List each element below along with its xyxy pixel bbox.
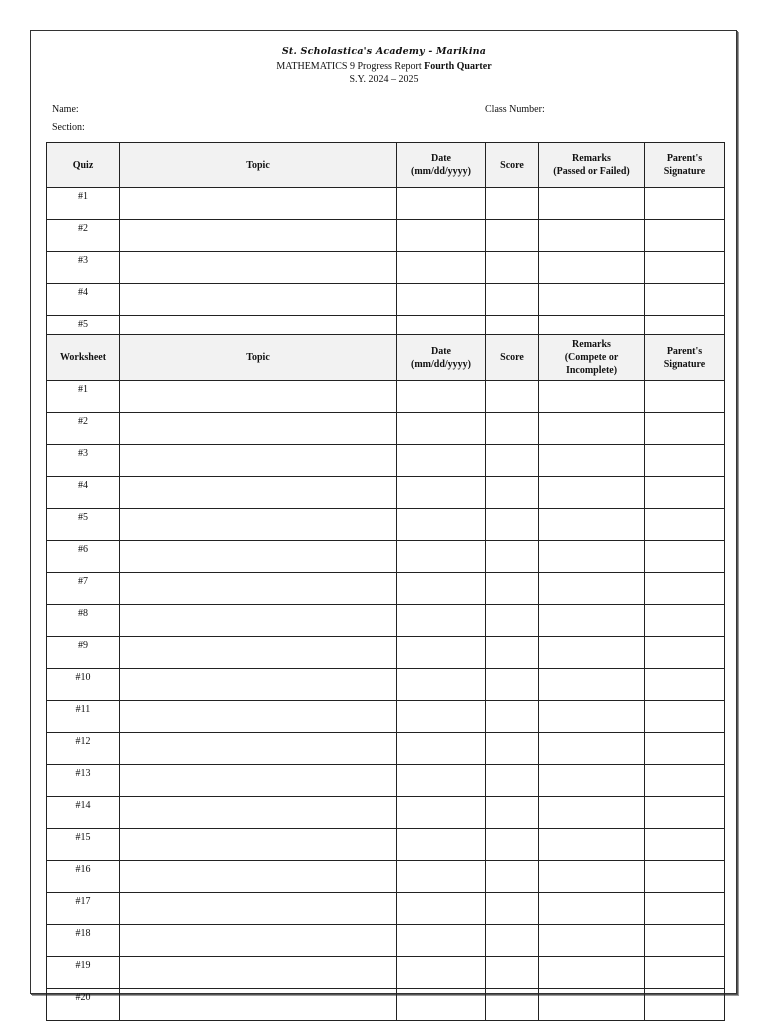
- worksheet-topic-cell[interactable]: [120, 701, 397, 733]
- worksheet-row-number: #17: [47, 893, 120, 925]
- worksheet-date-cell[interactable]: [397, 861, 486, 893]
- quiz-col-header: Quiz: [47, 143, 120, 188]
- worksheet-row-number: #7: [47, 573, 120, 605]
- worksheet-remarks-cell[interactable]: [539, 829, 645, 861]
- worksheet-header-row: [47, 335, 725, 381]
- worksheet-row-number: #12: [47, 733, 120, 765]
- worksheet-row: [47, 445, 725, 477]
- worksheet-row-number: #3: [47, 445, 120, 477]
- section-label: Section:: [52, 122, 85, 133]
- worksheet-topic-cell[interactable]: [120, 413, 397, 445]
- worksheet-row-number: #15: [47, 829, 120, 861]
- worksheet-date-cell[interactable]: [397, 509, 486, 541]
- worksheet-signature-cell[interactable]: [645, 605, 725, 637]
- worksheet-row: [47, 669, 725, 701]
- worksheet-row-number: #5: [47, 509, 120, 541]
- worksheet-score-cell[interactable]: [486, 445, 539, 477]
- quiz-score-header: Score: [486, 143, 539, 188]
- worksheet-remarks-cell[interactable]: [539, 381, 645, 413]
- quiz-date-cell[interactable]: [397, 252, 486, 284]
- quiz-date-cell[interactable]: [397, 220, 486, 252]
- worksheet-remarks-cell[interactable]: [539, 509, 645, 541]
- quiz-date-cell[interactable]: [397, 284, 486, 316]
- worksheet-remarks-cell[interactable]: [539, 797, 645, 829]
- worksheet-score-cell[interactable]: [486, 989, 539, 1021]
- worksheet-signature-cell[interactable]: [645, 733, 725, 765]
- worksheet-remarks-cell[interactable]: [539, 861, 645, 893]
- worksheet-row: [47, 701, 725, 733]
- worksheet-topic-cell[interactable]: [120, 637, 397, 669]
- name-label: Name:: [52, 104, 79, 115]
- quiz-row: [47, 252, 725, 284]
- worksheet-row: [47, 733, 725, 765]
- worksheet-row: [47, 989, 725, 1021]
- quiz-date-header: [397, 143, 486, 188]
- worksheet-signature-cell[interactable]: [645, 541, 725, 573]
- quiz-score-cell[interactable]: [486, 188, 539, 220]
- worksheet-remarks-header: [539, 335, 645, 381]
- quiz-row: [47, 284, 725, 316]
- worksheet-date-cell[interactable]: [397, 541, 486, 573]
- quiz-topic-cell[interactable]: [120, 284, 397, 316]
- quiz-signature-cell[interactable]: [645, 252, 725, 284]
- worksheet-remarks-cell[interactable]: [539, 669, 645, 701]
- worksheet-row: [47, 637, 725, 669]
- worksheet-row: [47, 381, 725, 413]
- worksheet-remarks-cell[interactable]: [539, 733, 645, 765]
- worksheet-remarks-cell[interactable]: [539, 701, 645, 733]
- worksheet-date-cell[interactable]: [397, 797, 486, 829]
- worksheet-topic-cell[interactable]: [120, 445, 397, 477]
- worksheet-topic-cell[interactable]: [120, 925, 397, 957]
- worksheet-score-cell[interactable]: [486, 701, 539, 733]
- worksheet-score-cell[interactable]: [486, 477, 539, 509]
- worksheet-score-cell[interactable]: [486, 509, 539, 541]
- worksheet-topic-cell[interactable]: [120, 509, 397, 541]
- worksheet-score-cell[interactable]: [486, 957, 539, 989]
- quiz-remarks-header: [539, 143, 645, 188]
- worksheet-score-cell[interactable]: [486, 765, 539, 797]
- worksheet-remarks-cell[interactable]: [539, 541, 645, 573]
- worksheet-row: [47, 957, 725, 989]
- worksheet-rows: [47, 381, 725, 1021]
- worksheet-date-cell[interactable]: [397, 573, 486, 605]
- quiz-remarks-cell[interactable]: [539, 284, 645, 316]
- worksheet-row: [47, 477, 725, 509]
- quiz-header-row: [47, 143, 725, 188]
- school-year: S.Y. 2024 – 2025: [349, 74, 419, 85]
- worksheet-row: [47, 925, 725, 957]
- worksheet-remarks-cell[interactable]: [539, 413, 645, 445]
- worksheet-signature-cell[interactable]: [645, 477, 725, 509]
- worksheet-row: [47, 509, 725, 541]
- quiz-rows: [47, 188, 725, 348]
- worksheet-topic-cell[interactable]: [120, 989, 397, 1021]
- worksheet-row: [47, 797, 725, 829]
- worksheet-signature-cell[interactable]: [645, 701, 725, 733]
- worksheet-score-cell[interactable]: [486, 573, 539, 605]
- worksheet-table: [46, 334, 725, 1021]
- class-number-label: Class Number:: [485, 104, 545, 115]
- worksheet-row-number: #20: [47, 989, 120, 1021]
- quiz-row-number: #1: [47, 188, 120, 220]
- worksheet-date-cell[interactable]: [397, 669, 486, 701]
- worksheet-row: [47, 541, 725, 573]
- worksheet-date-cell[interactable]: [397, 925, 486, 957]
- worksheet-remarks-cell[interactable]: [539, 957, 645, 989]
- worksheet-signature-cell[interactable]: [645, 381, 725, 413]
- worksheet-date-header: [397, 335, 486, 381]
- quiz-signature-cell[interactable]: [645, 220, 725, 252]
- worksheet-row-number: #13: [47, 765, 120, 797]
- worksheet-row: [47, 605, 725, 637]
- worksheet-signature-cell[interactable]: [645, 829, 725, 861]
- worksheet-row-number: #2: [47, 413, 120, 445]
- worksheet-score-header: Score: [486, 335, 539, 381]
- quiz-date-format: (mm/dd/yyyy): [411, 166, 471, 177]
- worksheet-remarks-cell[interactable]: [539, 637, 645, 669]
- worksheet-date-cell[interactable]: [397, 445, 486, 477]
- worksheet-score-cell[interactable]: [486, 893, 539, 925]
- worksheet-signature-cell[interactable]: [645, 797, 725, 829]
- worksheet-score-cell[interactable]: [486, 797, 539, 829]
- worksheet-topic-cell[interactable]: [120, 477, 397, 509]
- quiz-remarks-cell[interactable]: [539, 220, 645, 252]
- worksheet-row-number: #14: [47, 797, 120, 829]
- quiz-row-number: #2: [47, 220, 120, 252]
- worksheet-score-cell[interactable]: [486, 413, 539, 445]
- quiz-date-cell[interactable]: [397, 188, 486, 220]
- worksheet-row-number: #9: [47, 637, 120, 669]
- worksheet-date-cell[interactable]: [397, 989, 486, 1021]
- worksheet-score-cell[interactable]: [486, 669, 539, 701]
- worksheet-remarks-detail: (Compete or Incomplete): [564, 352, 619, 376]
- school-name: St. Scholastica's Academy - Marikina: [281, 46, 487, 57]
- quiz-remarks-cell[interactable]: [539, 252, 645, 284]
- worksheet-date-format: (mm/dd/yyyy): [411, 358, 471, 370]
- worksheet-score-cell[interactable]: [486, 541, 539, 573]
- worksheet-row: [47, 573, 725, 605]
- quiz-table: [46, 142, 725, 348]
- worksheet-date-cell[interactable]: [397, 477, 486, 509]
- worksheet-score-cell[interactable]: [486, 637, 539, 669]
- worksheet-date-cell[interactable]: [397, 605, 486, 637]
- worksheet-row-number: #11: [47, 701, 120, 733]
- quiz-score-cell[interactable]: [486, 252, 539, 284]
- worksheet-topic-cell[interactable]: [120, 669, 397, 701]
- worksheet-date-cell[interactable]: [397, 733, 486, 765]
- quiz-signature-cell[interactable]: [645, 188, 725, 220]
- quiz-remarks-label: Remarks: [572, 153, 611, 164]
- worksheet-row-number: #4: [47, 477, 120, 509]
- quiz-topic-header: Topic: [120, 143, 397, 188]
- worksheet-signature-cell[interactable]: [645, 989, 725, 1021]
- worksheet-signature-cell[interactable]: [645, 861, 725, 893]
- worksheet-row-number: #19: [47, 957, 120, 989]
- worksheet-row-number: #6: [47, 541, 120, 573]
- worksheet-row: [47, 861, 725, 893]
- worksheet-signature-cell[interactable]: [645, 765, 725, 797]
- worksheet-date-cell[interactable]: [397, 957, 486, 989]
- quiz-score-cell[interactable]: [486, 220, 539, 252]
- worksheet-score-cell[interactable]: [486, 829, 539, 861]
- worksheet-topic-cell[interactable]: [120, 829, 397, 861]
- worksheet-date-cell[interactable]: [397, 893, 486, 925]
- quiz-row-number: #5: [47, 316, 120, 348]
- worksheet-topic-cell[interactable]: [120, 861, 397, 893]
- worksheet-remarks-label: Remarks: [572, 339, 611, 350]
- worksheet-signature-cell[interactable]: [645, 957, 725, 989]
- worksheet-date-cell[interactable]: [397, 413, 486, 445]
- worksheet-date-cell[interactable]: [397, 637, 486, 669]
- worksheet-remarks-cell[interactable]: [539, 573, 645, 605]
- worksheet-topic-cell[interactable]: [120, 797, 397, 829]
- worksheet-row-number: #18: [47, 925, 120, 957]
- worksheet-topic-cell[interactable]: [120, 733, 397, 765]
- quiz-row-number: #3: [47, 252, 120, 284]
- worksheet-score-cell[interactable]: [486, 733, 539, 765]
- worksheet-remarks-cell[interactable]: [539, 925, 645, 957]
- quiz-topic-cell[interactable]: [120, 220, 397, 252]
- worksheet-topic-cell[interactable]: [120, 541, 397, 573]
- worksheet-topic-cell[interactable]: [120, 381, 397, 413]
- worksheet-remarks-cell[interactable]: [539, 765, 645, 797]
- worksheet-topic-cell[interactable]: [120, 765, 397, 797]
- quiz-topic-cell[interactable]: [120, 188, 397, 220]
- worksheet-date-cell[interactable]: [397, 381, 486, 413]
- worksheet-score-cell[interactable]: [486, 925, 539, 957]
- worksheet-row-number: #1: [47, 381, 120, 413]
- worksheet-row: [47, 893, 725, 925]
- worksheet-signature-cell[interactable]: [645, 893, 725, 925]
- quiz-date-label: Date: [431, 153, 451, 164]
- quiz-row-number: #4: [47, 284, 120, 316]
- worksheet-remarks-cell[interactable]: [539, 989, 645, 1021]
- quiz-signature-header: Parent's Signature: [645, 143, 725, 188]
- worksheet-remarks-cell[interactable]: [539, 893, 645, 925]
- worksheet-row-number: #8: [47, 605, 120, 637]
- worksheet-date-cell[interactable]: [397, 765, 486, 797]
- worksheet-date-cell[interactable]: [397, 829, 486, 861]
- quiz-signature-cell[interactable]: [645, 284, 725, 316]
- worksheet-score-cell[interactable]: [486, 605, 539, 637]
- worksheet-topic-cell[interactable]: [120, 573, 397, 605]
- quiz-topic-cell[interactable]: [120, 252, 397, 284]
- worksheet-topic-header: Topic: [120, 335, 397, 381]
- worksheet-signature-header: Parent's Signature: [645, 335, 725, 381]
- worksheet-signature-cell[interactable]: [645, 669, 725, 701]
- worksheet-row: [47, 765, 725, 797]
- quiz-score-cell[interactable]: [486, 284, 539, 316]
- worksheet-date-label: Date: [431, 345, 451, 357]
- worksheet-signature-cell[interactable]: [645, 573, 725, 605]
- worksheet-remarks-cell[interactable]: [539, 477, 645, 509]
- quiz-row: [47, 220, 725, 252]
- worksheet-score-cell[interactable]: [486, 861, 539, 893]
- worksheet-date-cell[interactable]: [397, 701, 486, 733]
- worksheet-topic-cell[interactable]: [120, 957, 397, 989]
- report-title: [0, 61, 768, 72]
- worksheet-remarks-cell[interactable]: [539, 445, 645, 477]
- quiz-remarks-cell[interactable]: [539, 188, 645, 220]
- worksheet-remarks-cell[interactable]: [539, 605, 645, 637]
- report-quarter: Fourth Quarter: [424, 61, 492, 72]
- quiz-row: [47, 188, 725, 220]
- worksheet-row: [47, 829, 725, 861]
- worksheet-row-number: #10: [47, 669, 120, 701]
- worksheet-row-number: #16: [47, 861, 120, 893]
- worksheet-row: [47, 413, 725, 445]
- quiz-remarks-detail: (Passed or Failed): [553, 166, 630, 177]
- worksheet-topic-cell[interactable]: [120, 893, 397, 925]
- worksheet-col-header: Worksheet: [47, 335, 120, 381]
- worksheet-signature-cell[interactable]: [645, 637, 725, 669]
- worksheet-topic-cell[interactable]: [120, 605, 397, 637]
- worksheet-score-cell[interactable]: [486, 381, 539, 413]
- worksheet-signature-cell[interactable]: [645, 925, 725, 957]
- worksheet-signature-cell[interactable]: [645, 509, 725, 541]
- report-title-prefix: MATHEMATICS 9 Progress Report: [276, 61, 422, 72]
- worksheet-signature-cell[interactable]: [645, 445, 725, 477]
- worksheet-signature-cell[interactable]: [645, 413, 725, 445]
